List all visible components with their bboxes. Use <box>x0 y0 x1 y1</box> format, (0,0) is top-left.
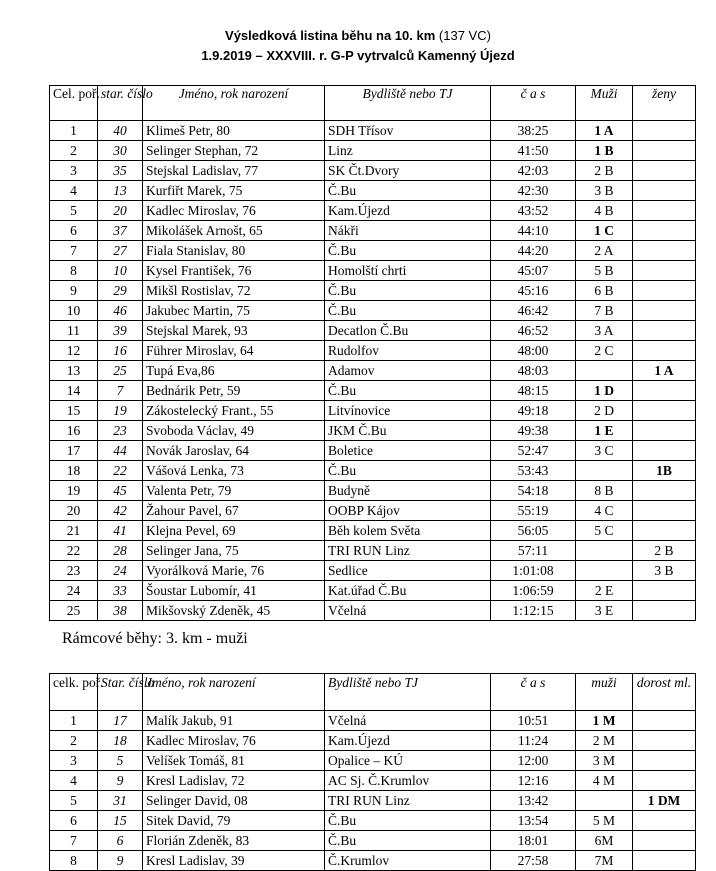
table-row <box>50 831 696 851</box>
cell-men-category: 1 M <box>576 711 633 731</box>
cell-start-number: 30 <box>98 141 143 161</box>
table-row <box>50 541 696 561</box>
header-position: Cel. poř. <box>50 86 98 121</box>
cell-women-category <box>633 341 696 361</box>
cell-name: Valenta Petr, 79 <box>143 481 325 501</box>
cell-men-category <box>576 461 633 481</box>
cell-time: 52:47 <box>491 441 576 461</box>
cell-women-category <box>633 421 696 441</box>
cell-time: 42:30 <box>491 181 576 201</box>
cell-women-category <box>633 481 696 501</box>
cell-club: Č.Bu <box>325 831 491 851</box>
table-row <box>50 201 696 221</box>
cell-time: 56:05 <box>491 521 576 541</box>
cell-position: 5 <box>50 201 98 221</box>
cell-men-category: 6 B <box>576 281 633 301</box>
cell-time: 11:24 <box>491 731 576 751</box>
cell-start-number: 17 <box>98 711 143 731</box>
cell-club: JKM Č.Bu <box>325 421 491 441</box>
cell-men-category: 4 M <box>576 771 633 791</box>
cell-start-number: 13 <box>98 181 143 201</box>
cell-club: Litvínovice <box>325 401 491 421</box>
cell-junior-category <box>633 771 696 791</box>
cell-time: 44:20 <box>491 241 576 261</box>
cell-start-number: 16 <box>98 341 143 361</box>
cell-position: 18 <box>50 461 98 481</box>
cell-start-number: 39 <box>98 321 143 341</box>
table-row <box>50 601 696 621</box>
cell-time: 10:51 <box>491 711 576 731</box>
cell-club: Homolští chrti <box>325 261 491 281</box>
cell-position: 6 <box>50 811 98 831</box>
cell-time: 48:03 <box>491 361 576 381</box>
cell-position: 19 <box>50 481 98 501</box>
cell-women-category <box>633 281 696 301</box>
cell-time: 46:42 <box>491 301 576 321</box>
cell-club: Č.Bu <box>325 241 491 261</box>
header-start-number: Star. číslo <box>98 674 143 711</box>
cell-time: 1:06:59 <box>491 581 576 601</box>
cell-position: 15 <box>50 401 98 421</box>
cell-men-category: 3 A <box>576 321 633 341</box>
cell-position: 4 <box>50 771 98 791</box>
cell-position: 7 <box>50 241 98 261</box>
cell-men-category: 2 E <box>576 581 633 601</box>
table-row <box>50 301 696 321</box>
results-table-3km <box>49 673 696 871</box>
cell-women-category <box>633 401 696 421</box>
table-row <box>50 851 696 871</box>
cell-men-category: 1 C <box>576 221 633 241</box>
cell-time: 45:16 <box>491 281 576 301</box>
cell-women-category <box>633 241 696 261</box>
cell-men-category <box>576 361 633 381</box>
cell-women-category <box>633 161 696 181</box>
cell-start-number: 20 <box>98 201 143 221</box>
cell-name: Zákostelecký Frant., 55 <box>143 401 325 421</box>
cell-men-category: 6M <box>576 831 633 851</box>
table-row <box>50 501 696 521</box>
cell-position: 9 <box>50 281 98 301</box>
cell-club: Kam.Újezd <box>325 201 491 221</box>
cell-men-category: 2 B <box>576 161 633 181</box>
cell-name: Kysel František, 76 <box>143 261 325 281</box>
cell-women-category <box>633 261 696 281</box>
table-row <box>50 811 696 831</box>
cell-time: 55:19 <box>491 501 576 521</box>
cell-start-number: 46 <box>98 301 143 321</box>
cell-position: 21 <box>50 521 98 541</box>
cell-women-category <box>633 321 696 341</box>
cell-start-number: 5 <box>98 751 143 771</box>
table-row <box>50 281 696 301</box>
cell-men-category: 4 C <box>576 501 633 521</box>
header-club: Bydliště nebo TJ <box>325 86 491 121</box>
cell-name: Vášová Lenka, 73 <box>143 461 325 481</box>
cell-club: OOBP Kájov <box>325 501 491 521</box>
cell-club: Běh kolem Světa <box>325 521 491 541</box>
header-name: Jméno, rok narození <box>143 86 325 121</box>
header-time: č a s <box>491 86 576 121</box>
cell-name: Selinger David, 08 <box>143 791 325 811</box>
header-men: Muži <box>576 86 633 121</box>
cell-club: Č.Bu <box>325 811 491 831</box>
cell-position: 1 <box>50 121 98 141</box>
cell-name: Jakubec Martin, 75 <box>143 301 325 321</box>
cell-women-category <box>633 581 696 601</box>
table-row <box>50 771 696 791</box>
cell-start-number: 37 <box>98 221 143 241</box>
cell-men-category: 7M <box>576 851 633 871</box>
table-row <box>50 731 696 751</box>
header-club: Bydliště nebo TJ <box>325 674 491 711</box>
header-position: celk. poř. <box>50 674 98 711</box>
table-row <box>50 321 696 341</box>
cell-women-category <box>633 521 696 541</box>
cell-time: 1:12:15 <box>491 601 576 621</box>
cell-time: 13:54 <box>491 811 576 831</box>
cell-position: 13 <box>50 361 98 381</box>
cell-time: 12:16 <box>491 771 576 791</box>
cell-club: Č.Bu <box>325 461 491 481</box>
table-row <box>50 341 696 361</box>
header-men: muži <box>576 674 633 711</box>
cell-start-number: 24 <box>98 561 143 581</box>
header-women: ženy <box>633 86 696 121</box>
cell-name: Klimeš Petr, 80 <box>143 121 325 141</box>
cell-time: 18:01 <box>491 831 576 851</box>
cell-club: Č.Bu <box>325 181 491 201</box>
cell-men-category <box>576 791 633 811</box>
cell-men-category <box>576 541 633 561</box>
cell-time: 53:43 <box>491 461 576 481</box>
cell-men-category: 8 B <box>576 481 633 501</box>
cell-men-category: 3 C <box>576 441 633 461</box>
cell-name: Kadlec Miroslav, 76 <box>143 731 325 751</box>
cell-men-category: 1 A <box>576 121 633 141</box>
table-row <box>50 521 696 541</box>
cell-start-number: 10 <box>98 261 143 281</box>
cell-men-category: 2 M <box>576 731 633 751</box>
cell-start-number: 41 <box>98 521 143 541</box>
cell-start-number: 18 <box>98 731 143 751</box>
table-row <box>50 711 696 731</box>
cell-name: Kresl Ladislav, 72 <box>143 771 325 791</box>
cell-time: 45:07 <box>491 261 576 281</box>
cell-women-category <box>633 201 696 221</box>
cell-name: Selinger Jana, 75 <box>143 541 325 561</box>
cell-club: TRI RUN Linz <box>325 791 491 811</box>
cell-start-number: 27 <box>98 241 143 261</box>
results-title-text: Výsledková listina běhu na 10. km <box>225 28 436 43</box>
cell-men-category: 3 E <box>576 601 633 621</box>
results-title-note: (137 VC) <box>438 28 491 43</box>
cell-men-category: 1 B <box>576 141 633 161</box>
cell-club: Adamov <box>325 361 491 381</box>
cell-start-number: 44 <box>98 441 143 461</box>
cell-time: 48:00 <box>491 341 576 361</box>
cell-name: Novák Jaroslav, 64 <box>143 441 325 461</box>
cell-club: Kat.úřad Č.Bu <box>325 581 491 601</box>
cell-time: 1:01:08 <box>491 561 576 581</box>
cell-women-category: 1B <box>633 461 696 481</box>
cell-time: 38:25 <box>491 121 576 141</box>
cell-junior-category <box>633 831 696 851</box>
cell-men-category <box>576 561 633 581</box>
cell-name: Sitek David, 79 <box>143 811 325 831</box>
cell-start-number: 35 <box>98 161 143 181</box>
cell-start-number: 33 <box>98 581 143 601</box>
cell-name: Stejskal Marek, 93 <box>143 321 325 341</box>
cell-time: 54:18 <box>491 481 576 501</box>
cell-men-category: 1 E <box>576 421 633 441</box>
cell-name: Kadlec Miroslav, 76 <box>143 201 325 221</box>
cell-men-category: 2 A <box>576 241 633 261</box>
header-junior: dorost ml. <box>633 674 696 711</box>
cell-club: Linz <box>325 141 491 161</box>
cell-junior-category: 1 DM <box>633 791 696 811</box>
results-subtitle: 1.9.2019 – XXXVIII. r. G-P vytrvalců Kamenný Újezd <box>201 48 515 63</box>
cell-position: 8 <box>50 851 98 871</box>
cell-position: 8 <box>50 261 98 281</box>
cell-club: Kam.Újezd <box>325 731 491 751</box>
cell-position: 16 <box>50 421 98 441</box>
cell-junior-category <box>633 731 696 751</box>
cell-time: 46:52 <box>491 321 576 341</box>
table-header-row <box>50 674 696 711</box>
section-label-3km: Rámcové běhy: 3. km - muži <box>62 630 248 647</box>
cell-name: Stejskal Ladislav, 77 <box>143 161 325 181</box>
cell-junior-category <box>633 751 696 771</box>
cell-club: Rudolfov <box>325 341 491 361</box>
cell-name: Malík Jakub, 91 <box>143 711 325 731</box>
cell-women-category <box>633 141 696 161</box>
cell-name: Svoboda Václav, 49 <box>143 421 325 441</box>
table-row <box>50 791 696 811</box>
table-row <box>50 421 696 441</box>
cell-name: Mikšovský Zdeněk, 45 <box>143 601 325 621</box>
cell-start-number: 38 <box>98 601 143 621</box>
cell-time: 43:52 <box>491 201 576 221</box>
cell-position: 25 <box>50 601 98 621</box>
cell-men-category: 3 M <box>576 751 633 771</box>
cell-time: 48:15 <box>491 381 576 401</box>
cell-club: SDH Třísov <box>325 121 491 141</box>
cell-junior-category <box>633 811 696 831</box>
cell-start-number: 19 <box>98 401 143 421</box>
cell-start-number: 6 <box>98 831 143 851</box>
table-row <box>50 361 696 381</box>
table-row <box>50 401 696 421</box>
cell-start-number: 7 <box>98 381 143 401</box>
cell-position: 22 <box>50 541 98 561</box>
table-row <box>50 121 696 141</box>
table-row <box>50 581 696 601</box>
cell-position: 4 <box>50 181 98 201</box>
cell-club: Č.Bu <box>325 381 491 401</box>
table-row <box>50 381 696 401</box>
table-row <box>50 241 696 261</box>
cell-club: Decatlon Č.Bu <box>325 321 491 341</box>
cell-name: Fiala Stanislav, 80 <box>143 241 325 261</box>
cell-position: 23 <box>50 561 98 581</box>
cell-position: 5 <box>50 791 98 811</box>
cell-name: Führer Miroslav, 64 <box>143 341 325 361</box>
cell-position: 3 <box>50 161 98 181</box>
cell-position: 11 <box>50 321 98 341</box>
cell-men-category: 3 B <box>576 181 633 201</box>
cell-time: 12:00 <box>491 751 576 771</box>
cell-club: Včelná <box>325 601 491 621</box>
cell-women-category <box>633 181 696 201</box>
cell-women-category <box>633 381 696 401</box>
table-row <box>50 561 696 581</box>
table-row <box>50 141 696 161</box>
cell-position: 20 <box>50 501 98 521</box>
cell-club: Opalice – KÚ <box>325 751 491 771</box>
header-time: č a s <box>491 674 576 711</box>
cell-start-number: 9 <box>98 771 143 791</box>
results-table-10km <box>49 85 696 621</box>
cell-club: Sedlice <box>325 561 491 581</box>
header-name: Jméno, rok narození <box>143 674 325 711</box>
cell-start-number: 31 <box>98 791 143 811</box>
cell-men-category: 5 M <box>576 811 633 831</box>
cell-women-category <box>633 301 696 321</box>
cell-time: 49:38 <box>491 421 576 441</box>
cell-women-category <box>633 501 696 521</box>
table-row <box>50 481 696 501</box>
cell-club: AC Sj. Č.Krumlov <box>325 771 491 791</box>
cell-men-category: 7 B <box>576 301 633 321</box>
table-row <box>50 461 696 481</box>
cell-name: Šoustar Lubomír, 41 <box>143 581 325 601</box>
cell-name: Mikolášek Arnošt, 65 <box>143 221 325 241</box>
cell-position: 3 <box>50 751 98 771</box>
cell-name: Mikšl Rostislav, 72 <box>143 281 325 301</box>
cell-name: Kurfiřt Marek, 75 <box>143 181 325 201</box>
cell-men-category: 2 D <box>576 401 633 421</box>
cell-men-category: 4 B <box>576 201 633 221</box>
cell-name: Florián Zdeněk, 83 <box>143 831 325 851</box>
table-row <box>50 261 696 281</box>
cell-junior-category <box>633 711 696 731</box>
cell-name: Selinger Stephan, 72 <box>143 141 325 161</box>
cell-club: Č.Krumlov <box>325 851 491 871</box>
cell-position: 1 <box>50 711 98 731</box>
cell-men-category: 1 D <box>576 381 633 401</box>
cell-men-category: 5 B <box>576 261 633 281</box>
cell-position: 6 <box>50 221 98 241</box>
cell-women-category <box>633 441 696 461</box>
cell-club: Nákři <box>325 221 491 241</box>
cell-start-number: 45 <box>98 481 143 501</box>
cell-name: Tupá Eva,86 <box>143 361 325 381</box>
cell-start-number: 15 <box>98 811 143 831</box>
cell-start-number: 9 <box>98 851 143 871</box>
cell-club: Včelná <box>325 711 491 731</box>
cell-club: Budyně <box>325 481 491 501</box>
cell-position: 12 <box>50 341 98 361</box>
cell-time: 49:18 <box>491 401 576 421</box>
cell-women-category <box>633 221 696 241</box>
cell-time: 57:11 <box>491 541 576 561</box>
cell-women-category: 2 B <box>633 541 696 561</box>
table-row <box>50 221 696 241</box>
cell-club: Boletice <box>325 441 491 461</box>
cell-name: Kresl Ladislav, 39 <box>143 851 325 871</box>
cell-position: 24 <box>50 581 98 601</box>
cell-women-category <box>633 121 696 141</box>
cell-men-category: 5 C <box>576 521 633 541</box>
table-row <box>50 751 696 771</box>
cell-position: 14 <box>50 381 98 401</box>
cell-club: Č.Bu <box>325 281 491 301</box>
cell-name: Bednárik Petr, 59 <box>143 381 325 401</box>
cell-time: 27:58 <box>491 851 576 871</box>
cell-time: 41:50 <box>491 141 576 161</box>
cell-time: 44:10 <box>491 221 576 241</box>
cell-position: 17 <box>50 441 98 461</box>
cell-men-category: 2 C <box>576 341 633 361</box>
cell-start-number: 28 <box>98 541 143 561</box>
results-title <box>0 28 716 43</box>
cell-start-number: 25 <box>98 361 143 381</box>
cell-name: Velíšek Tomáš, 81 <box>143 751 325 771</box>
table-row <box>50 181 696 201</box>
cell-position: 7 <box>50 831 98 851</box>
cell-time: 13:42 <box>491 791 576 811</box>
cell-time: 42:03 <box>491 161 576 181</box>
cell-women-category: 1 A <box>633 361 696 381</box>
cell-club: TRI RUN Linz <box>325 541 491 561</box>
cell-position: 10 <box>50 301 98 321</box>
cell-name: Klejna Pevel, 69 <box>143 521 325 541</box>
table-row <box>50 161 696 181</box>
cell-start-number: 23 <box>98 421 143 441</box>
cell-position: 2 <box>50 141 98 161</box>
cell-start-number: 29 <box>98 281 143 301</box>
cell-start-number: 40 <box>98 121 143 141</box>
cell-club: SK Čt.Dvory <box>325 161 491 181</box>
cell-women-category: 3 B <box>633 561 696 581</box>
cell-name: Žahour Pavel, 67 <box>143 501 325 521</box>
cell-name: Vyorálková Marie, 76 <box>143 561 325 581</box>
cell-start-number: 42 <box>98 501 143 521</box>
cell-position: 2 <box>50 731 98 751</box>
cell-women-category <box>633 601 696 621</box>
table-row <box>50 441 696 461</box>
table-header-row <box>50 86 696 121</box>
cell-start-number: 22 <box>98 461 143 481</box>
header-start-number: star. číslo <box>98 86 143 121</box>
cell-club: Č.Bu <box>325 301 491 321</box>
cell-junior-category <box>633 851 696 871</box>
